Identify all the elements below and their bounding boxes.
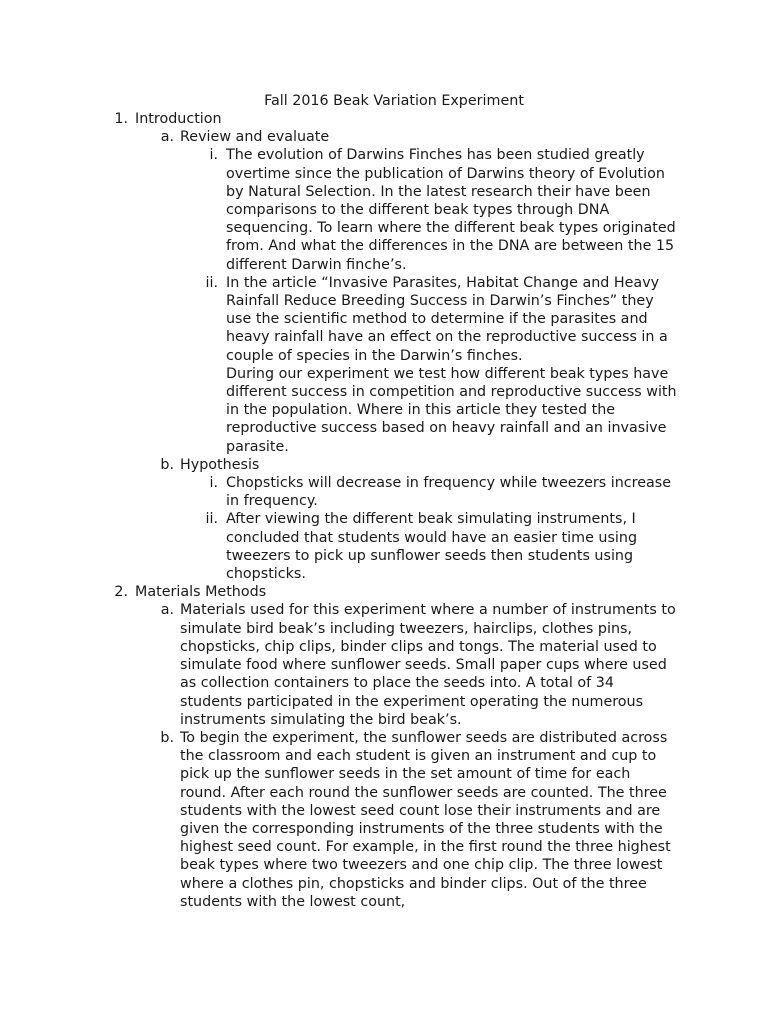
subsection-hypothesis	[0, 456, 768, 474]
methods-point-b	[0, 729, 768, 911]
list-marker: ii.	[205, 511, 218, 528]
review-point-i	[0, 146, 768, 273]
list-marker: a.	[160, 129, 174, 146]
list-marker: i.	[209, 475, 218, 492]
subsection-review	[0, 128, 768, 146]
materials-point-a	[0, 601, 768, 728]
paragraph: The evolution of Darwins Finches has been studied greatly overtime since the publication of Darwins theory of Evolution by Natural Selection. In the latest research their have been comparisons to the different beak types through DNA sequencing. To learn where the different beak types originated from. And what the differences in the DNA are between the 15 different Darwin finche’s.	[226, 147, 676, 273]
section-introduction	[0, 110, 768, 128]
list-marker: i.	[209, 147, 218, 164]
list-marker: b.	[160, 729, 174, 746]
list-marker: b.	[160, 456, 174, 473]
hypothesis-point-i	[0, 474, 768, 510]
review-point-ii	[0, 274, 768, 365]
list-marker: ii.	[205, 274, 218, 291]
section-materials-methods	[0, 583, 768, 601]
paragraph: After viewing the different beak simulating instruments, I concluded that students would have an easier time using tweezers to pick up sunflower seeds then students using chopsticks.	[226, 511, 638, 583]
document-title: Fall 2016 Beak Variation Experiment	[264, 93, 524, 109]
section-heading: Materials Methods	[135, 584, 267, 601]
hypothesis-point-ii	[0, 510, 768, 583]
paragraph: During our experiment we test how different beak types have different success in competition and reproductive success with in the population. Where in this article they tested the reproductive success based on heavy rainfall and an invasive parasite.	[226, 365, 677, 455]
list-marker: a.	[160, 602, 174, 619]
paragraph: To begin the experiment, the sunflower seeds are distributed across the classroom and each student is given an instrument and cup to pick up the sunflower seeds in the set amount of time for each round. After each round the sunflower seeds are counted. The three students with the lowest seed count lose their instruments and are given the corresponding instruments of the three students with the highest seed count. For example, in the first round the three highest beak types where two tweezers and one chip clip. The three lowest where a clothes pin, chopsticks and binder clips. Out of the three students with the lowest count,	[180, 729, 671, 910]
list-marker: 1.	[114, 111, 128, 127]
review-continuation	[0, 365, 768, 456]
list-marker: 2.	[114, 584, 128, 601]
subsection-heading: Review and evaluate	[180, 129, 330, 146]
section-heading: Introduction	[135, 111, 222, 127]
paragraph: In the article “Invasive Parasites, Habitat Change and Heavy Rainfall Reduce Breeding Success in Darwin’s Finches” they use the scientific method to determine if the parasites and heavy rainfall have an effect on the reproductive success in a couple of species in the Darwin’s finches.	[226, 274, 668, 364]
subsection-heading: Hypothesis	[180, 456, 260, 473]
paragraph: Chopsticks will decrease in frequency while tweezers increase in frequency.	[226, 475, 672, 510]
document-body	[0, 110, 768, 911]
paragraph: Materials used for this experiment where a number of instruments to simulate bird beak’s including tweezers, hairclips, clothes pins, chopsticks, chip clips, binder clips and tongs. The material used to simulate food where sunflower seeds. Small paper cups where used as collection containers to place the seeds into. A total of 34 students participated in the experiment operating the numerous instruments simulating the bird beak’s.	[180, 602, 676, 728]
